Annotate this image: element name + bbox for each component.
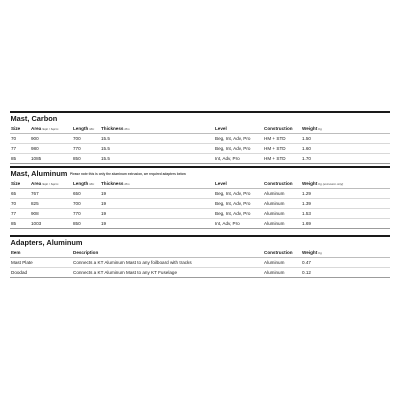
header-thickness: ThicknessMm — [101, 180, 130, 186]
header-weight: WeightKg — [302, 249, 322, 255]
cell-area: 980 — [31, 145, 39, 151]
cell-length: 650 — [73, 190, 81, 196]
cell-area: 900 — [31, 135, 39, 141]
cell-construction: Aluminum — [264, 259, 285, 265]
cell-area: 767 — [31, 190, 39, 196]
cell-description: Connects a KT Aluminum Mast to any foilboard with tracks — [73, 259, 192, 265]
header-level: Level — [215, 125, 227, 131]
header-construction: Construction — [264, 249, 293, 255]
section-rule — [10, 166, 390, 168]
section-rule — [10, 235, 390, 237]
cell-item: Mast Plate — [11, 259, 33, 265]
cell-thickness: 19 — [101, 200, 107, 206]
cell-thickness: 19 — [101, 190, 107, 196]
aluminum-mast-section — [10, 166, 390, 229]
cell-size: 65 — [11, 190, 17, 196]
table-row — [10, 189, 390, 199]
cell-weight: 1.69 — [302, 220, 311, 226]
table-row — [10, 268, 390, 278]
cell-length: 850 — [73, 155, 81, 161]
header-weight: WeightKg (extrusion only) — [302, 180, 344, 186]
cell-construction: Aluminum — [264, 190, 285, 196]
cell-length: 770 — [73, 210, 81, 216]
cell-level: Beg, Int, Adv, Pro — [215, 200, 251, 206]
cell-thickness: 19 — [101, 210, 107, 216]
cell-thickness: 15.5 — [101, 155, 110, 161]
cell-length: 850 — [73, 220, 81, 226]
header-size: Size — [11, 125, 21, 131]
cell-length: 700 — [73, 135, 81, 141]
cell-construction: Aluminum — [264, 220, 285, 226]
cell-area: 1003 — [31, 220, 42, 226]
table-header-row — [10, 248, 390, 258]
cell-size: 85 — [11, 155, 17, 161]
header-length: LengthMm — [73, 125, 95, 131]
header-construction: Construction — [264, 180, 293, 186]
cell-weight: 1.29 — [302, 190, 311, 196]
cell-weight: 1.39 — [302, 200, 311, 206]
header-level: Level — [215, 180, 227, 186]
header-weight: WeightKg — [302, 125, 322, 131]
header-size: Size — [11, 180, 21, 186]
header-area: AreaSqin / Sqcm — [31, 125, 59, 131]
section-title: Mast, Carbon — [10, 113, 58, 123]
cell-weight: 1.60 — [302, 145, 311, 151]
cell-area: 825 — [31, 200, 39, 206]
cell-level: Beg, Int, Adv, Pro — [215, 210, 251, 216]
header-construction: Construction — [264, 125, 293, 131]
cell-description: Connects a KT Aluminum Mast to any KT Fuselage — [73, 269, 178, 275]
header-length: LengthMm — [73, 180, 95, 186]
cell-construction: HM + STD — [264, 135, 286, 141]
cell-item: Doodad — [11, 269, 28, 275]
cell-size: 70 — [11, 135, 17, 141]
cell-size: 70 — [11, 200, 17, 206]
header-item: Item — [11, 249, 21, 255]
cell-construction: Aluminum — [264, 269, 285, 275]
cell-construction: HM + STD — [264, 155, 286, 161]
cell-weight: 0.47 — [302, 259, 311, 265]
cell-level: Int, Adv, Pro — [215, 155, 240, 161]
section-title: Mast, Aluminum Please note this is only the aluminum extrusion, we required adapters below — [10, 168, 186, 178]
cell-level: Beg, Int, Adv, Pro — [215, 135, 251, 141]
table-row — [10, 144, 390, 154]
cell-level: Beg, Int, Adv, Pro — [215, 190, 251, 196]
cell-size: 77 — [11, 145, 17, 151]
cell-weight: 1.50 — [302, 135, 311, 141]
cell-length: 700 — [73, 200, 81, 206]
table-header-row — [10, 124, 390, 134]
cell-size: 77 — [11, 210, 17, 216]
cell-thickness: 19 — [101, 220, 107, 226]
table-row — [10, 134, 390, 144]
cell-area: 908 — [31, 210, 39, 216]
cell-construction: HM + STD — [264, 145, 286, 151]
section-note: Please note this is only the aluminum extrusion, we required adapters below — [70, 171, 186, 176]
header-description: Description — [73, 249, 99, 255]
header-area: AreaSqin / Sqcm — [31, 180, 59, 186]
table-row — [10, 209, 390, 219]
table-row — [10, 154, 390, 164]
cell-thickness: 15.5 — [101, 135, 110, 141]
table-header-row — [10, 179, 390, 189]
cell-level: Int, Adv, Pro — [215, 220, 240, 226]
table-row — [10, 258, 390, 268]
header-thickness: ThicknessMm — [101, 125, 130, 131]
cell-size: 85 — [11, 220, 17, 226]
section-rule — [10, 111, 390, 113]
table-row — [10, 199, 390, 209]
cell-thickness: 15.5 — [101, 145, 110, 151]
cell-length: 770 — [73, 145, 81, 151]
adapters-section — [10, 235, 390, 278]
section-title: Adapters, Aluminum — [10, 237, 83, 247]
cell-weight: 0.12 — [302, 269, 311, 275]
cell-weight: 1.70 — [302, 155, 311, 161]
table-row — [10, 219, 390, 229]
cell-construction: Aluminum — [264, 200, 285, 206]
carbon-mast-section — [10, 111, 390, 164]
cell-level: Beg, Int, Adv, Pro — [215, 145, 251, 151]
cell-weight: 1.53 — [302, 210, 311, 216]
cell-area: 1085 — [31, 155, 42, 161]
cell-construction: Aluminum — [264, 210, 285, 216]
